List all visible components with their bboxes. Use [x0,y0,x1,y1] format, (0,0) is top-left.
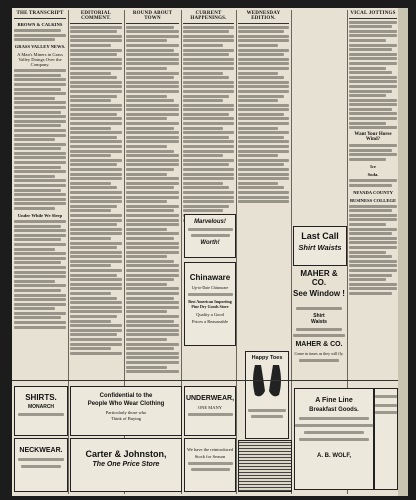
column-line: Ice [370,164,376,170]
column-rule [68,10,69,494]
ad-headline: A Fine Line [315,397,353,404]
ad-headline: Chinaware [189,273,231,282]
fold-rule [12,380,398,381]
new-stock-ad [184,438,236,492]
ad-headline: SHIRTS. [25,393,57,402]
ad-line: Worth! [200,240,220,246]
ad-line: Shirt Waists [298,243,342,252]
ad-line: Shirt [313,313,325,319]
newspaper-page [12,8,398,496]
last-call-ad [293,226,347,266]
ad-line: Best American Importing Pine Dry Goods Store [188,299,232,309]
ad-line: MONARCH [27,404,55,410]
adjacent-page-edge [398,8,408,496]
carter-johnston-ad [70,438,182,492]
column-subhead-2: Under While We Sleep [17,213,63,218]
ad-headline: MAHER & CO. [300,269,338,287]
ad-line: Think of Buying [111,416,141,421]
page-head: EDITORIAL COMMENT. [70,10,122,24]
hatched-ad-box [238,440,292,492]
ad-headline: NECKWEAR. [19,447,63,454]
paper-name: THE TRANSCRIPT [14,10,66,19]
column-line: BUSINESS COLLEGE [349,197,397,203]
ad-headline: UNDERWEAR, [185,395,235,402]
confidential-clothing-ad [70,386,182,436]
underwear-ad [184,386,236,436]
column-rule [291,10,292,494]
ad-headline: Last Call [301,231,339,241]
ad-line: Prices a Reasonable [192,319,228,324]
ad-line: We have the reintroduced [187,447,233,452]
column-5 [238,10,289,494]
ad-headline: Happy Toes [251,355,283,361]
shirt-waists-ad [293,304,345,380]
column-subhead: A Man's Miners in Grass Valley Doings Over the Company. [17,52,63,68]
chinaware-ad [184,262,236,346]
publisher-line: BROWN & CALKINS [17,22,63,27]
ad-line: Waists [311,319,327,325]
page-head: ROUND ABOUT TOWN [126,10,179,24]
page-head: WEDNESDAY EDITION. [238,10,289,24]
ad-headline: MAHER & CO. [295,341,343,348]
page-head: CURRENT HAPPENINGS. [183,10,234,24]
ad-line: Come in times as they will fly. [294,351,344,356]
ad-line: See Window ! [293,289,345,298]
ad-headline: Carter & Johnston, [85,449,167,459]
page-head: VICAL JOTTINGS [349,10,397,19]
marvelous-ad [184,214,236,258]
ad-line: The One Price Store [92,461,160,468]
neckwear-ad [14,438,68,492]
ad-line: Quality a Good [196,312,224,317]
column-line: Soda. [367,172,379,178]
ad-line: Breakfast Goods. [309,407,359,413]
column-headline: GRASS VALLEY NEWS. [14,44,66,50]
column-headline: Want Your Horse Wind? [354,132,392,143]
ad-line: Particularly those who [105,410,147,415]
side-notice-box [374,388,398,490]
maher-see-window-ad [293,267,345,301]
ad-line: Stock for Season [194,454,226,459]
ad-line: A. B. WOLF, [317,453,351,459]
ad-line: Up-to-Date Chinaware [191,285,229,290]
ad-headline: Confidential to the [99,393,153,399]
ad-line: People Who Wear Clothing [87,401,165,407]
column-line: NEVADA COUNTY [353,189,393,195]
ad-line: ONE MANY [197,405,223,410]
column-rule [236,10,237,494]
ad-headline: Marvelous! [194,219,226,225]
shirts-ad [14,386,68,436]
